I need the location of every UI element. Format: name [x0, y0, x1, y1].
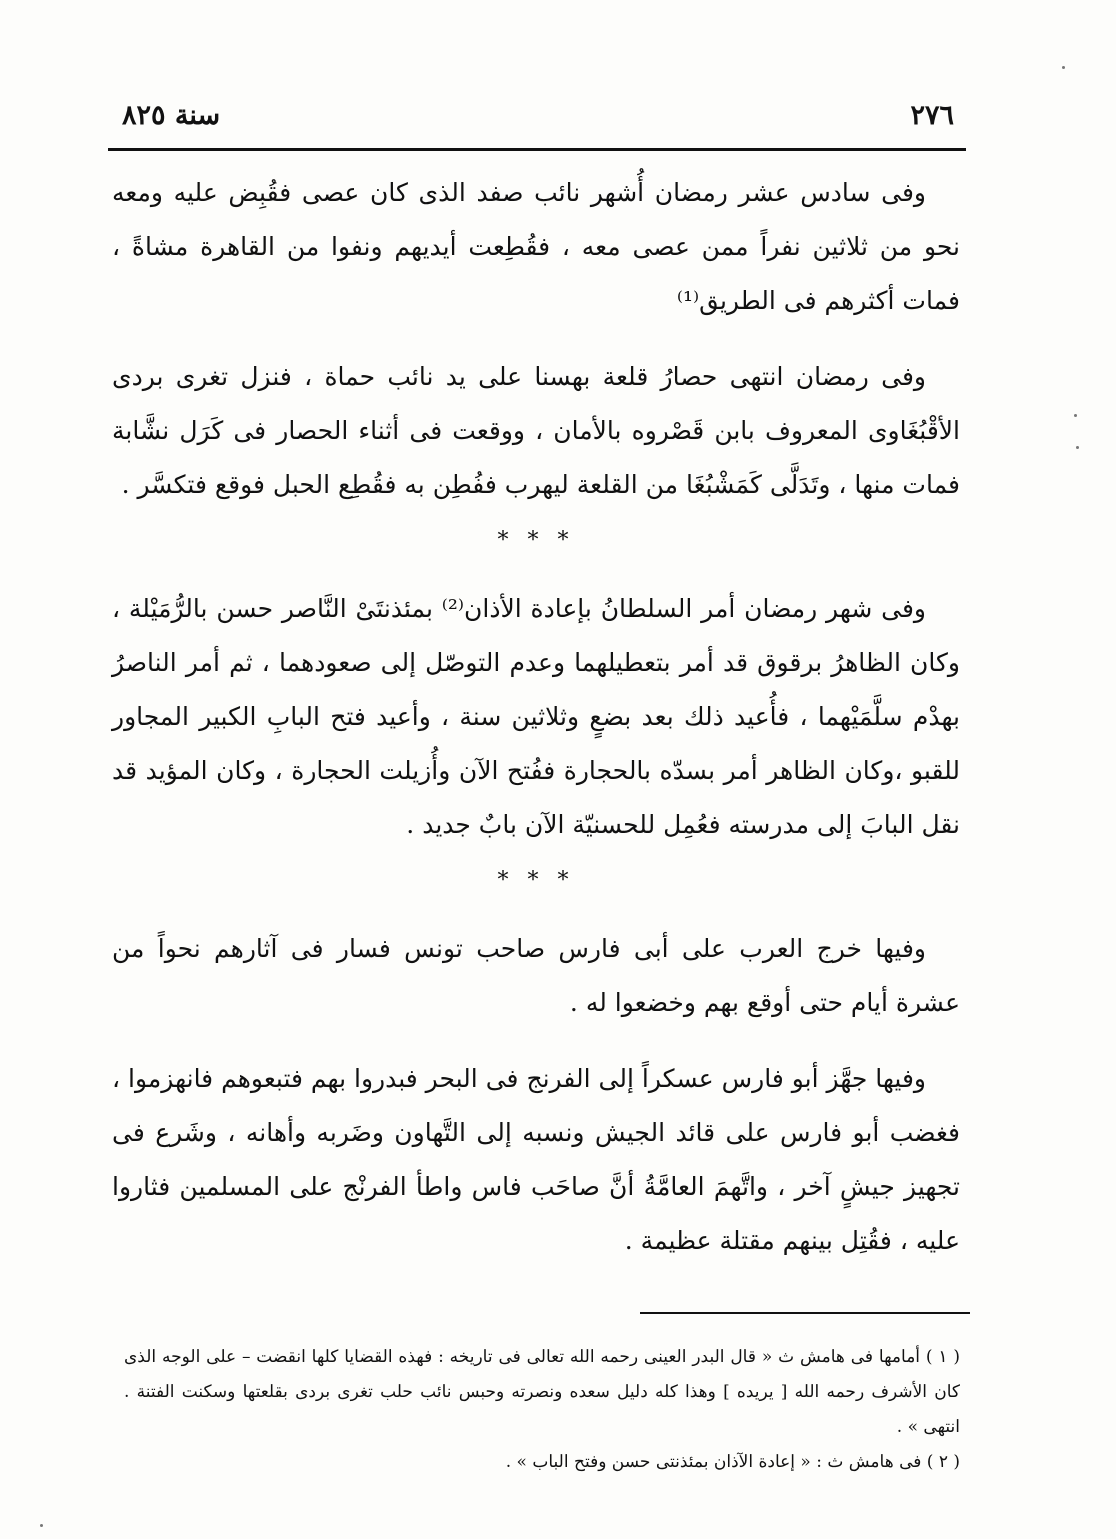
paragraph-governor-safad: وفى سادس عشر رمضان أُشهر نائب صفد الذى كان عصى فقُبِض عليه ومعه نحو من ثلاثين نفراً ممن عصى معه ، فقُطِعت أيديهم ونفوا من القاهرة مشاةً ، فمات أكثرهم فى الطريق⁽¹⁾	[112, 178, 960, 315]
footnote-2: ( ٢ ) فى هامش ث : « إعادة الآذان بمئذنتى حسن وفتح الباب » .	[505, 1452, 960, 1472]
scan-speck	[1074, 414, 1077, 417]
scan-speck	[1062, 66, 1065, 69]
footnote-1: ( ١ ) أمامها فى هامش ث « قال البدر العينى رحمه الله تعالى فى تاريخه : فهذه القضايا كلها انقضت – على الوجه الذى كان الأشرف رحمه الله [ يريده ] وهذا كله دليل سعده ونصرته وحبس نائب حلب تغرى بردى بقلعتها وسكنت الفتنة . انتهى » .	[124, 1347, 960, 1437]
paragraph-abu-faris-franks: وفيها جهَّز أبو فارس عسكراً إلى الفرنج فى البحر فبدروا بهم فتبعوهم فانهزموا ، فغضب أبو فارس على قائد الجيش ونسبه إلى التَّهاون وضَربه وأهانه ، وشَرع فى تجهيز جيشٍ آخر ، واتَّهمَ العامَّةُ أنَّ صاحَب فاس واطأ الفرنْج على المسلمين فثاروا عليه ، فقُتِل بينهم مقتلة عظيمة .	[112, 1064, 960, 1255]
section-separator: * * *	[497, 528, 575, 553]
footnotes	[124, 1340, 960, 1480]
page-header	[108, 96, 966, 148]
year-heading: سنة ٨٢٥	[122, 100, 221, 131]
header-rule	[108, 148, 966, 151]
section-separator: * * *	[497, 868, 575, 893]
scan-speck	[1076, 446, 1079, 449]
footnote-rule	[640, 1312, 970, 1314]
page-number: ٢٧٦	[910, 100, 954, 131]
paragraph-adhan-minarets: وفى شهر رمضان أمر السلطانُ بإعادة الأذان⁽²⁾ بمئذنتَىْ النَّاصر حسن بالرُّمَيْلة ، وكان الظاهرُ برقوق قد أمر بتعطيلهما وعدم التوصّل إلى صعودهما ، ثم أمر الناصرُ بهدْم سلَّمَيْهما ، فأُعيد ذلك بعد بضعٍ وثلاثين سنة ، وأعيد فتح البابِ الكبير المجاور للقبو ،وكان الظاهر أمر بسدّه بالحجارة ففُتح الآن وأُزيلت الحجارة ، وكان المؤيد قد نقل البابَ إلى مدرسته فعُمِل للحسنيّة الآن بابٌ جديد .	[112, 594, 960, 839]
paragraph-siege-bahasna: وفى رمضان انتهى حصارُ قلعة بهسنا على يد نائب حماة ، فنزل تغرى بردى الأقْبُغَاوى المعروف بابن قَصْروه بالأمان ، ووقعت فى أثناء الحصار فى كَرَل نشَّابة فمات منها ، وتَدَلَّى كَمَشْبُغَا من القلعة ليهرب ففُطِن به فقُطِع الحبل فوقع فتكسَّر .	[112, 362, 960, 499]
main-text	[112, 166, 960, 1290]
paragraph-abu-faris-arabs: وفيها خرج العرب على أبى فارس صاحب تونس فسار فى آثارهم نحواً من عشرة أيام حتى أوقع بهم وخضعوا له .	[112, 934, 960, 1017]
scan-speck	[40, 1524, 43, 1527]
